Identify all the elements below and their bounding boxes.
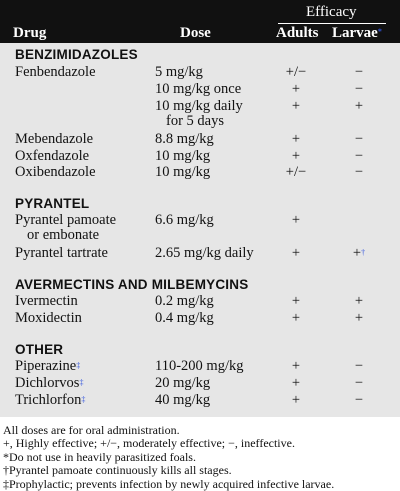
larvae-efficacy: − bbox=[354, 81, 364, 97]
larvae-efficacy: + bbox=[354, 310, 364, 326]
drug-name: Pyrantel pamoate bbox=[15, 212, 117, 228]
dose-value-continued: for 5 days bbox=[166, 113, 224, 129]
drug-name: Oxibendazole bbox=[15, 164, 96, 180]
adults-efficacy: + bbox=[291, 148, 301, 164]
adults-efficacy: + bbox=[291, 131, 301, 147]
drug-column-header: Drug bbox=[13, 25, 47, 41]
larvae-efficacy: − bbox=[354, 375, 364, 391]
adults-efficacy: +/− bbox=[285, 64, 307, 80]
larvae-efficacy: − bbox=[354, 392, 364, 408]
dose-value: 2.65 mg/kg daily bbox=[155, 245, 254, 261]
adults-efficacy: + bbox=[291, 310, 301, 326]
dose-value: 10 mg/kg once bbox=[155, 81, 242, 97]
adults-efficacy: + bbox=[291, 293, 301, 309]
adults-efficacy: + bbox=[291, 375, 301, 391]
footnote-line: +, Highly effective; +/−, moderately effective; −, ineffective. bbox=[3, 436, 295, 451]
section-title: BENZIMIDAZOLES bbox=[15, 47, 138, 62]
drug-name: Dichlorvos‡ bbox=[15, 375, 84, 391]
larvae-column-header: Larvae* bbox=[332, 25, 382, 41]
adults-efficacy: + bbox=[291, 358, 301, 374]
drug-name: Oxfendazole bbox=[15, 148, 90, 164]
drug-name: Moxidectin bbox=[15, 310, 82, 326]
footnote-mark: * bbox=[377, 27, 382, 36]
dose-value: 8.8 mg/kg bbox=[155, 131, 214, 147]
dose-value: 110-200 mg/kg bbox=[155, 358, 244, 374]
dose-value: 40 mg/kg bbox=[155, 392, 211, 408]
table-header bbox=[0, 0, 400, 43]
adults-efficacy: +/− bbox=[285, 164, 307, 180]
section-title: PYRANTEL bbox=[15, 196, 90, 211]
footnote-mark: ‡ bbox=[79, 378, 84, 387]
dose-value: 6.6 mg/kg bbox=[155, 212, 214, 228]
footnote-mark: † bbox=[361, 248, 366, 257]
drug-name: Ivermectin bbox=[15, 293, 78, 309]
drug-name: Fenbendazole bbox=[15, 64, 96, 80]
larvae-efficacy: +† bbox=[352, 245, 366, 261]
adults-efficacy: + bbox=[291, 81, 301, 97]
footnote-line: All doses are for oral administration. bbox=[3, 423, 180, 437]
section-title: AVERMECTINS AND MILBEMYCINS bbox=[15, 277, 249, 292]
drug-name: Piperazine‡ bbox=[15, 358, 81, 374]
adults-efficacy: + bbox=[291, 392, 301, 408]
larvae-efficacy: + bbox=[354, 98, 364, 114]
adults-column-header: Adults bbox=[276, 25, 319, 41]
dose-value: 10 mg/kg daily bbox=[155, 98, 243, 114]
footnote-line: *Do not use in heavily parasitized foals. bbox=[3, 449, 196, 464]
efficacy-heading: Efficacy bbox=[306, 4, 357, 20]
dose-value: 5 mg/kg bbox=[155, 64, 203, 80]
adults-efficacy: + bbox=[291, 98, 301, 114]
larvae-efficacy: − bbox=[354, 358, 364, 374]
dose-value: 0.2 mg/kg bbox=[155, 293, 214, 309]
larvae-efficacy: − bbox=[354, 148, 364, 164]
footnote-mark: ‡ bbox=[76, 361, 81, 370]
footnote-mark: ‡ bbox=[81, 395, 86, 404]
table-body bbox=[0, 43, 400, 417]
footnote-line: ‡Prophylactic; prevents infection by newly acquired infective larvae. bbox=[3, 476, 335, 491]
drug-name: Pyrantel tartrate bbox=[15, 245, 108, 261]
footnote-line: †Pyrantel pamoate continuously kills all stages. bbox=[3, 463, 232, 478]
dose-column-header: Dose bbox=[180, 25, 211, 41]
efficacy-rule bbox=[278, 23, 386, 24]
dose-value: 0.4 mg/kg bbox=[155, 310, 214, 326]
dose-value: 10 mg/kg bbox=[155, 164, 211, 180]
drug-name-continued: or embonate bbox=[27, 227, 100, 243]
larvae-efficacy: − bbox=[354, 131, 364, 147]
drug-name: Mebendazole bbox=[15, 131, 94, 147]
footnotes bbox=[3, 424, 397, 491]
larvae-efficacy: − bbox=[354, 64, 364, 80]
dose-value: 20 mg/kg bbox=[155, 375, 211, 391]
dose-value: 10 mg/kg bbox=[155, 148, 211, 164]
drug-name: Trichlorfon‡ bbox=[15, 392, 86, 408]
larvae-efficacy: + bbox=[354, 293, 364, 309]
larvae-efficacy: − bbox=[354, 164, 364, 180]
adults-efficacy: + bbox=[291, 212, 301, 228]
adults-efficacy: + bbox=[291, 245, 301, 261]
section-title: OTHER bbox=[15, 342, 64, 357]
